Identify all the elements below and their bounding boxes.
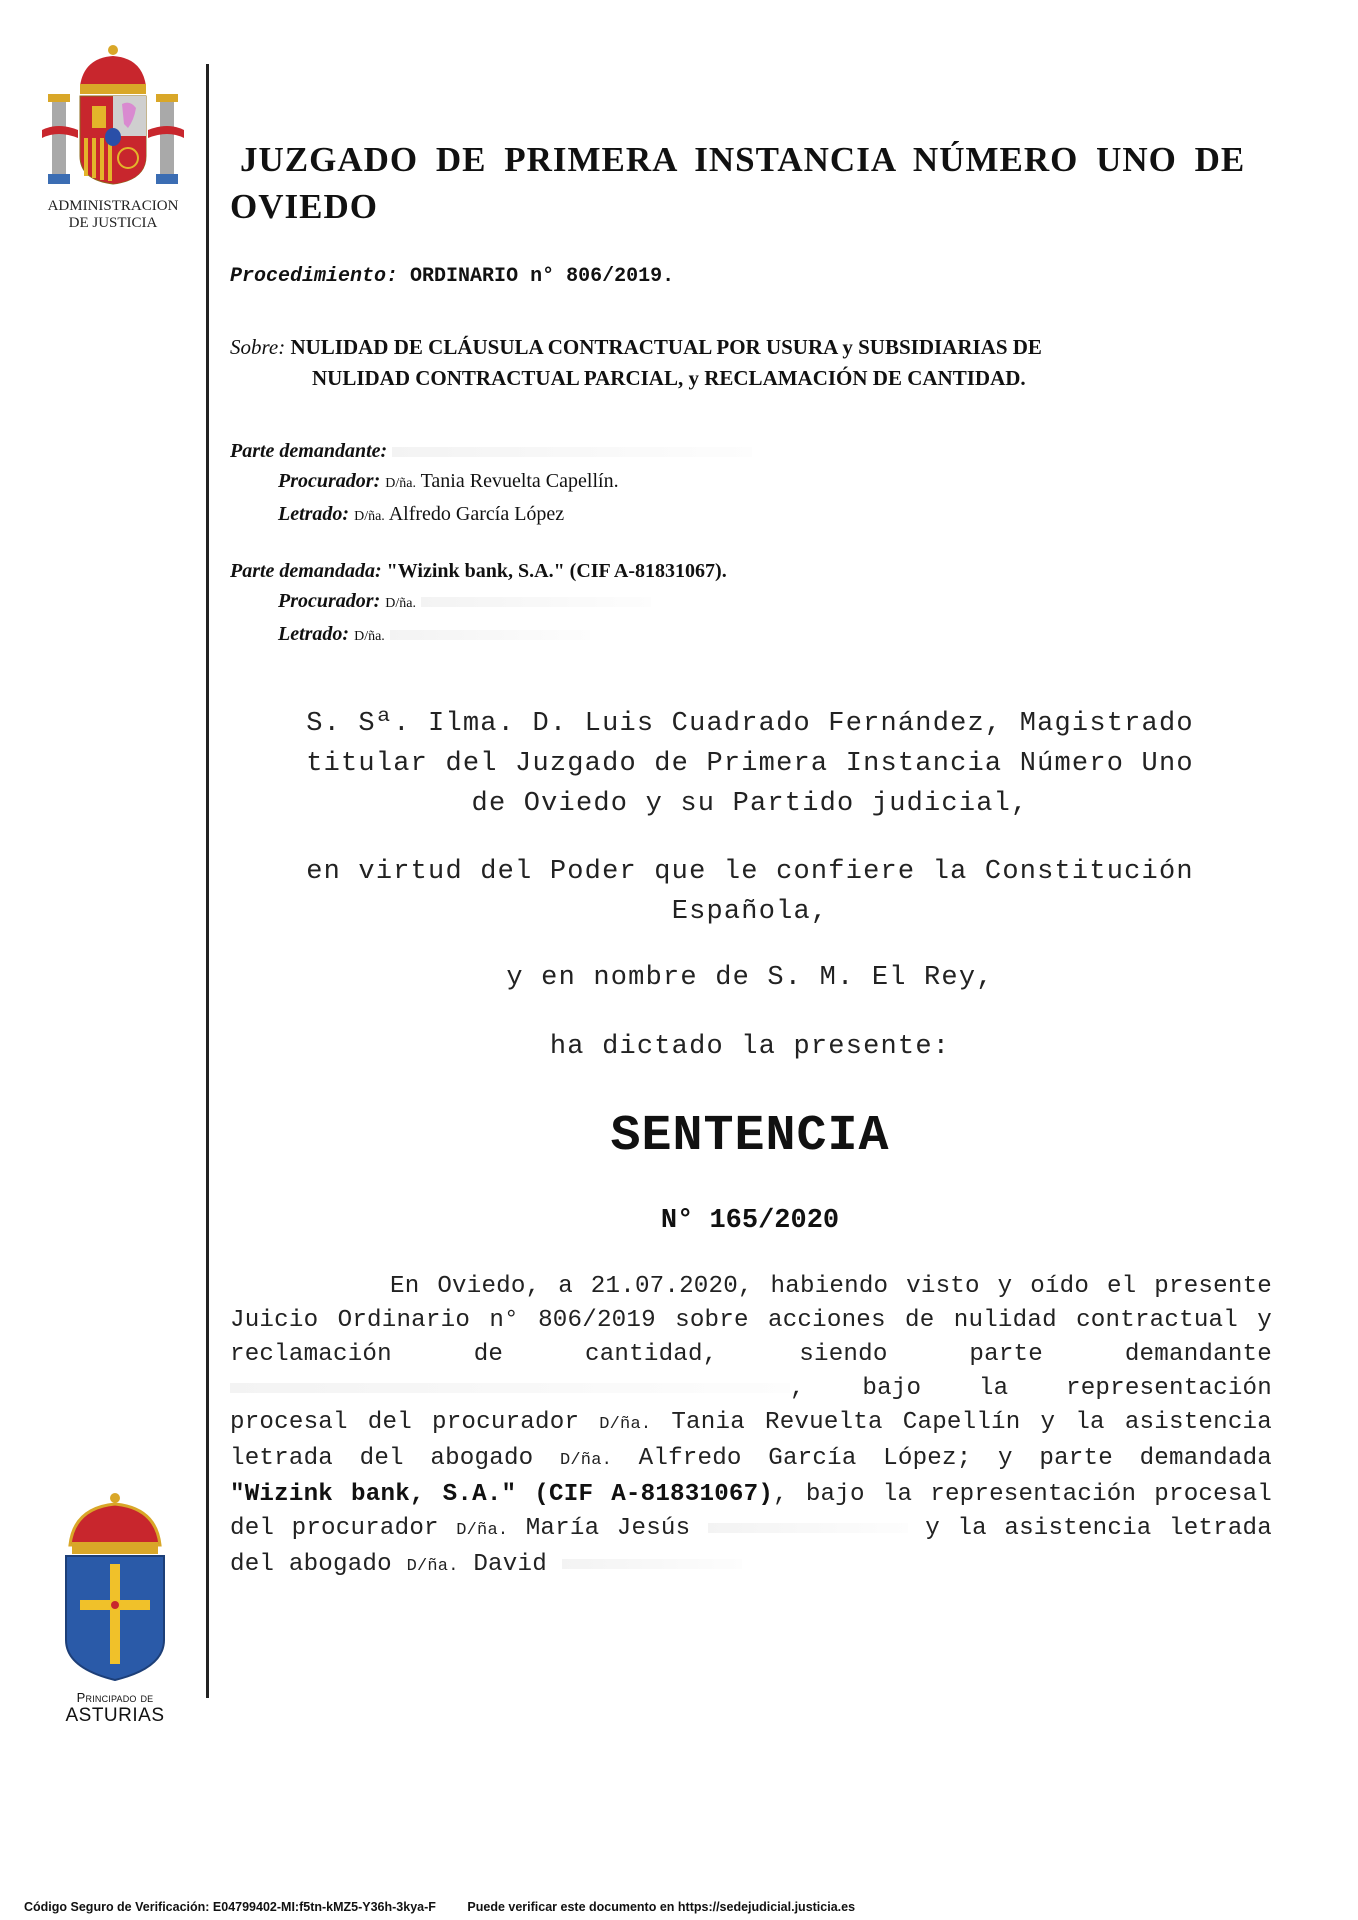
procurador-label: Procurador: — [278, 590, 381, 612]
redacted-text — [421, 597, 651, 607]
dna-prefix: D/ña. — [406, 1557, 459, 1576]
logo-caption-line2: DE JUSTICIA — [68, 215, 158, 231]
verification-footer — [24, 1900, 855, 1914]
dna-prefix: D/ña. — [560, 1451, 613, 1470]
logo-caption-line1: Principado de — [76, 1690, 154, 1705]
parte-demandante-label: Parte demandante: — [230, 440, 388, 462]
dna-prefix: D/ña. — [385, 476, 416, 491]
body-text-segment: María Jesús — [525, 1515, 691, 1542]
body-text-segment: , bajo la representación procesal del procurador — [230, 1375, 1272, 1436]
spain-coat-of-arms-icon — [38, 38, 188, 193]
dna-prefix: D/ña. — [354, 509, 385, 524]
dna-prefix: D/ña. — [599, 1415, 652, 1434]
verification-url-text[interactable]: Puede verificar este documento en https://sedejudicial.justicia.es — [467, 1900, 856, 1914]
redacted-text — [390, 630, 590, 640]
redacted-text — [708, 1523, 908, 1533]
body-text-segment: y la asistencia letrada del abogado — [230, 1515, 1272, 1578]
parte-demandada-value: "Wizink bank, S.A." (CIF A-81831067). — [386, 560, 727, 582]
procurador-label: Procurador: — [278, 470, 381, 492]
body-paragraph — [230, 1270, 1272, 1584]
demandante-letrado — [230, 499, 752, 532]
magistrado-block — [250, 704, 1250, 824]
magistrado-line3: de Oviedo y su Partido judicial, — [471, 789, 1029, 819]
asturias-coat-of-arms-icon — [60, 1490, 170, 1685]
court-title-line1: JUZGADO DE PRIMERA INSTANCIA NÚMERO UNO DE — [240, 140, 1246, 179]
procedimiento-value: ORDINARIO n° 806/2019. — [410, 265, 675, 288]
dna-prefix: D/ña. — [385, 596, 416, 611]
magistrado-line2: titular del Juzgado de Primera Instancia Número Uno — [306, 749, 1194, 779]
sobre-line1: NULIDAD DE CLÁUSULA CONTRACTUAL POR USURA y SUBSIDIARIAS DE — [290, 335, 1042, 359]
sentencia-number: N° 165/2020 — [660, 1206, 840, 1236]
demandante-procurador — [230, 466, 752, 499]
poder-line1: en virtud del Poder que le confiere la Constitución — [306, 857, 1194, 887]
sentencia-title: SENTENCIA — [610, 1108, 890, 1165]
procedimiento-line — [230, 265, 674, 288]
court-title — [230, 136, 1280, 230]
magistrado-line1: S. Sª. Ilma. D. Luis Cuadrado Fernández, Magistrado — [306, 709, 1194, 739]
redacted-text — [392, 447, 752, 457]
defendant-name: "Wizink bank, S.A." (CIF A-81831067) — [230, 1481, 774, 1508]
body-text-segment: En Oviedo, a 21.07.2020, habiendo visto y oído el presente Juicio Ordinario n° 806/2019 sobre acciones de nulidad contractual y reclamación de cantidad, siendo parte demandante — [230, 1273, 1272, 1368]
body-text-segment: David — [473, 1551, 547, 1578]
verification-code: Código Seguro de Verificación: E04799402-MI:f5tn-kMZ5-Y36h-3kya-F — [24, 1900, 436, 1914]
poder-block — [250, 852, 1250, 932]
logo-caption-line1: ADMINISTRACION — [47, 198, 179, 214]
letrado-name: Alfredo García López — [388, 503, 565, 525]
procedimiento-label: Procedimiento: — [230, 265, 399, 288]
sobre-block — [230, 332, 1290, 394]
administracion-justicia-logo — [38, 38, 188, 238]
poder-line2: Española, — [671, 897, 829, 927]
body-text-segment: Tania Revuelta Capellín y la asistencia letrada del abogado — [230, 1409, 1272, 1472]
body-text-segment: Alfredo García López; y parte demandada — [638, 1445, 1272, 1472]
demandada-letrado — [230, 619, 727, 652]
dna-prefix: D/ña. — [354, 629, 385, 644]
letrado-label: Letrado: — [278, 623, 350, 645]
dna-prefix: D/ña. — [456, 1521, 509, 1540]
sobre-line2: NULIDAD CONTRACTUAL PARCIAL, y RECLAMACIÓN DE CANTIDAD. — [312, 366, 1026, 390]
redacted-text — [230, 1383, 790, 1393]
parte-demandante-block — [230, 436, 752, 532]
vertical-divider — [206, 64, 209, 1698]
parte-demandada-label: Parte demandada: — [230, 560, 382, 582]
logo-caption-line2: ASTURIAS — [65, 1705, 165, 1726]
parte-demandada-block — [230, 556, 727, 652]
demandada-procurador — [230, 586, 727, 619]
sobre-label: Sobre: — [230, 335, 286, 359]
principado-asturias-logo — [60, 1490, 170, 1730]
body-text-segment: , bajo la representación procesal del procurador — [230, 1481, 1272, 1542]
body-text — [230, 1270, 1272, 1584]
redacted-text — [562, 1559, 742, 1569]
dictado-line: ha dictado la presente: — [549, 1032, 951, 1062]
letrado-label: Letrado: — [278, 503, 350, 525]
rey-line: y en nombre de S. M. El Rey, — [506, 963, 994, 993]
procurador-name: Tania Revuelta Capellín. — [420, 470, 619, 492]
court-title-line2: OVIEDO — [230, 187, 378, 226]
